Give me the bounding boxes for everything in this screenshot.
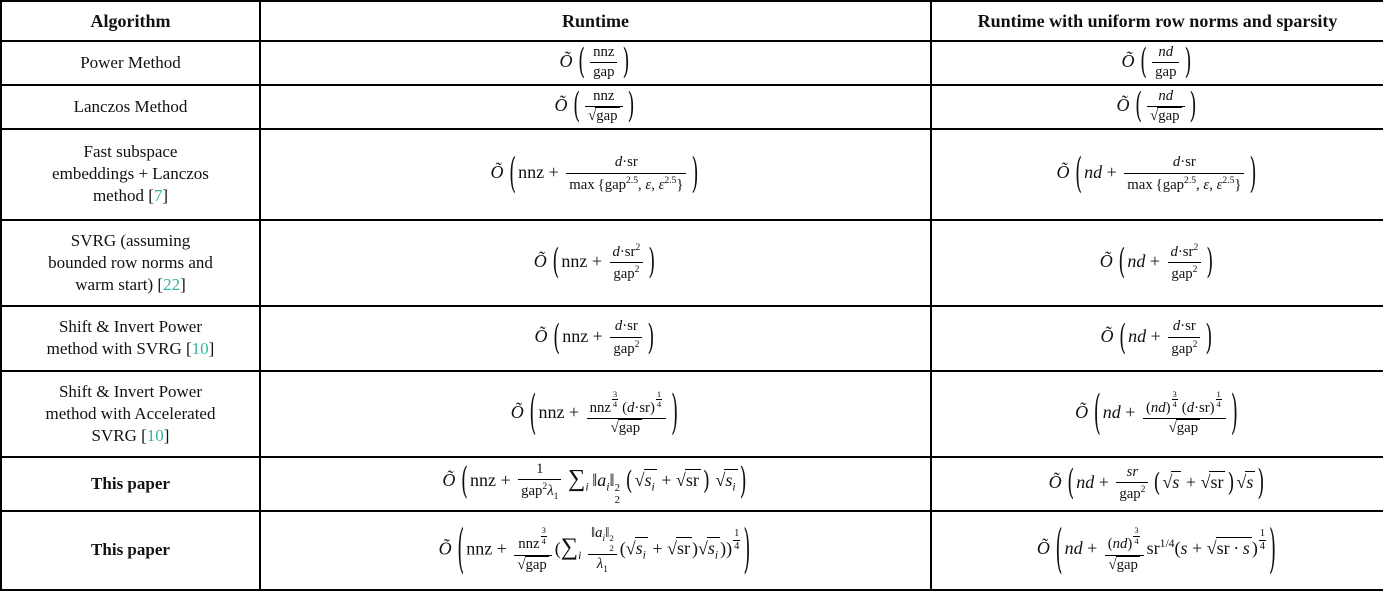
runtime-formula: Õ ( nnz + $\frac{d\cdot sr^2}{gap^2}$ ): [260, 220, 931, 306]
table-row: [1, 371, 1383, 457]
algorithm-cell: This paper: [1, 457, 260, 511]
algorithm-cell: Shift & Invert Power method with SVRG [10]: [1, 306, 260, 371]
algorithm-cell: Lanczos Method: [1, 85, 260, 129]
runtime-uniform-formula: Õ ( nd + $\frac{d\cdot sr}{\max \{gap^{2.5}, \varepsilon, \varepsilon^{2.5}\}}$ ): [931, 129, 1383, 220]
algorithm-cell: This paper: [1, 511, 260, 590]
algorithm-cell: SVRG (assuming bounded row norms and warm start) [22]: [1, 220, 260, 306]
runtime-uniform-formula: Õ ( nd + $\frac{d\cdot sr^2}{gap^2}$ ): [931, 220, 1383, 306]
table-row: [1, 220, 1383, 306]
runtime-formula: Õ ( $\frac{\text{nnz}}{\text{√gap}}$ ): [260, 85, 931, 129]
table-row: [1, 457, 1383, 511]
runtime-formula: Õ ( nnz + nnz $\frac{3}{4}$ (d·sr) $\frac{1}{4}$ √gap ): [260, 371, 931, 457]
citation-link[interactable]: 22: [163, 274, 181, 294]
runtime-uniform-formula: Õ ( nd + (nd) $\frac{3}{4}$ (d·sr) $\frac{1}{4}$ √gap ): [931, 371, 1383, 457]
citation-link[interactable]: 10: [191, 339, 209, 359]
table-row: [1, 306, 1383, 371]
algorithm-cell: Power Method: [1, 41, 260, 85]
runtime-formula: Õ ( nnz + $\frac{1}{gap^2\lambda_1}$ $\sum_i$ $‖a_i‖$ 2 2 ( $√s_i + √sr$ ) $√s_i$ ): [260, 457, 931, 511]
column-header-runtime: Runtime: [260, 1, 931, 41]
runtime-uniform-formula: Õ ( $\frac{nd}{\text{√gap}}$ ): [931, 85, 1383, 129]
table-row: [1, 129, 1383, 220]
column-header-algorithm: Algorithm: [1, 1, 260, 41]
column-header-runtime-uniform: Runtime with uniform row norms and sparsity: [931, 1, 1383, 41]
table-row: [1, 41, 1383, 85]
table-row: [1, 85, 1383, 129]
citation-link[interactable]: 10: [146, 425, 164, 445]
citation-link[interactable]: 7: [153, 186, 163, 206]
header-row: [1, 1, 1383, 41]
runtime-formula: Õ ( $\frac{\text{nnz}}{\text{gap}}$ ): [260, 41, 931, 85]
runtime-uniform-formula: Õ ( nd + (nd) $\frac{3}{4}$ √gap $sr^{1/4}(s + √sr \cdot s$ ) $\frac{1}{4}$ ): [931, 511, 1383, 590]
algorithm-cell: Fast subspace embeddings + Lanczos method [7]: [1, 129, 260, 220]
runtime-uniform-formula: Õ ( nd + $\frac{sr}{gap^2}$ ( √s + √sr ) √s ): [931, 457, 1383, 511]
table-row: [1, 511, 1383, 590]
runtime-formula: Õ ( nnz + $\frac{d\cdot sr}{gap^2}$ ): [260, 306, 931, 371]
runtime-formula: Õ ( nnz + nnz $\frac{3}{4}$ √gap ($\sum_i$ $‖a_i‖$ 2 2 $\lambda_1$ ($√s_i + √sr$ )$√s_i$ )) $\frac{1}{4}$ ): [260, 511, 931, 590]
runtime-uniform-formula: Õ ( nd + $\frac{d\cdot sr}{gap^2}$ ): [931, 306, 1383, 371]
algorithm-cell: Shift & Invert Power method with Accelerated SVRG [10]: [1, 371, 260, 457]
runtime-formula: Õ ( nnz + $\frac{d\cdot sr}{\max \{gap^{2.5}, \varepsilon, \varepsilon^{2.5}\}}$ ): [260, 129, 931, 220]
runtime-uniform-formula: Õ ( $\frac{nd}{\text{gap}}$ ): [931, 41, 1383, 85]
